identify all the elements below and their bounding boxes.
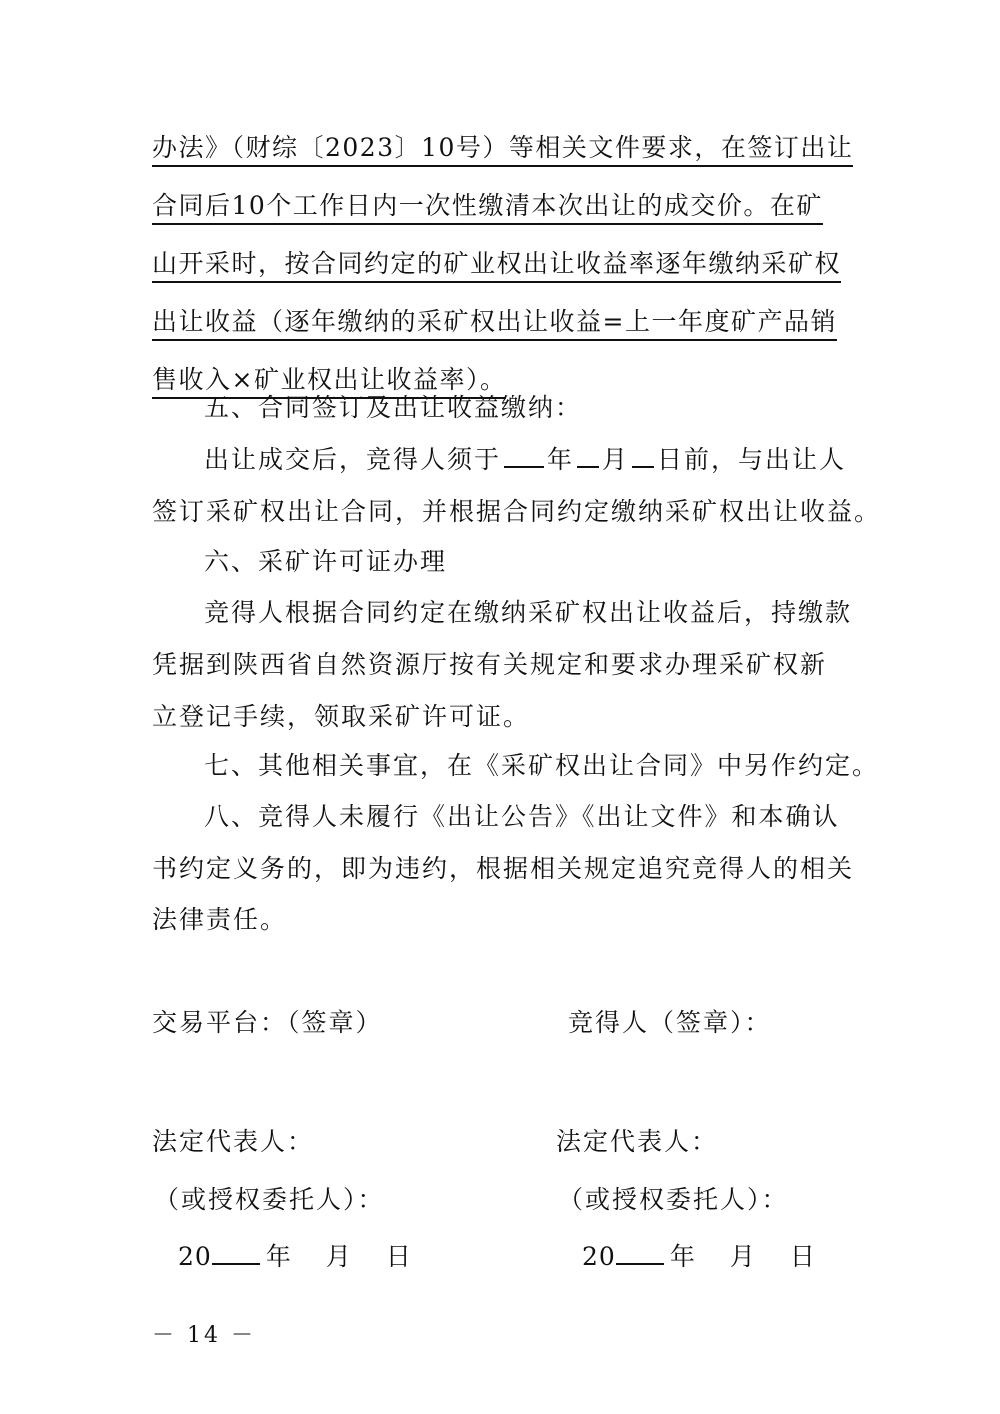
- section-8-line-2: 书约定义务的，即为违约，根据相关规定追究竞得人的相关: [152, 854, 855, 883]
- section-6-line-2: 凭据到陕西省自然资源厅按有关规定和要求办理采矿权新: [152, 650, 828, 679]
- section-6-line-1: 竞得人根据合同约定在缴纳采矿权出让收益后，持缴款: [204, 598, 853, 627]
- section-6-heading: 六、采矿许可证办理: [204, 547, 448, 576]
- left-date-line: 20 年 月 日: [178, 1242, 412, 1271]
- section-5-line-1: 出让成交后，竞得人须于 年 月 日前，与出让人: [204, 445, 847, 474]
- section-6-line-3: 立登记手续，领取采矿许可证。: [152, 702, 531, 731]
- section-7-line: 七、其他相关事宜，在《采矿权出让合同》中另作约定。: [204, 751, 880, 780]
- right-authorized-agent: （或授权委托人）：: [558, 1185, 789, 1214]
- section-8-line-3: 法律责任。: [152, 905, 288, 934]
- year-blank: [504, 444, 544, 468]
- section-5-line-2: 签订采矿权出让合同，并根据合同约定缴纳采矿权出让收益。: [152, 497, 882, 526]
- left-signature-title: 交易平台：（签章）: [152, 1008, 383, 1037]
- section-5-heading: 五、合同签订及出让收益缴纳：: [204, 393, 583, 422]
- underlined-line: 出让收益（逐年缴纳的采矿权出让收益=上一年度矿产品销: [152, 302, 837, 338]
- left-authorized-agent: （或授权委托人）：: [154, 1185, 385, 1214]
- right-signature-title: 竞得人（签章）：: [568, 1008, 772, 1037]
- section-8-line-1: 八、竞得人未履行《出让公告》《出让文件》和本确认: [204, 802, 840, 831]
- underlined-line: 合同后10个工作日内一次性缴清本次出让的成交价。在矿: [152, 186, 823, 222]
- left-legal-rep: 法定代表人：: [152, 1127, 315, 1156]
- underlined-line: 办法》（财综〔2023〕10号）等相关文件要求，在签订出让: [152, 128, 853, 164]
- right-date-line: 20 年 月 日: [582, 1242, 816, 1271]
- underlined-line: 山开采时，按合同约定的矿业权出让收益率逐年缴纳采矿权: [152, 244, 841, 280]
- month-blank: [577, 444, 599, 468]
- right-year-blank: [616, 1241, 664, 1265]
- right-legal-rep: 法定代表人：: [556, 1127, 719, 1156]
- left-year-blank: [212, 1241, 260, 1265]
- underlined-line: 售收入×矿业权出让收益率）。: [152, 360, 506, 396]
- page-number: － 14 －: [152, 1323, 256, 1348]
- day-blank: [632, 444, 654, 468]
